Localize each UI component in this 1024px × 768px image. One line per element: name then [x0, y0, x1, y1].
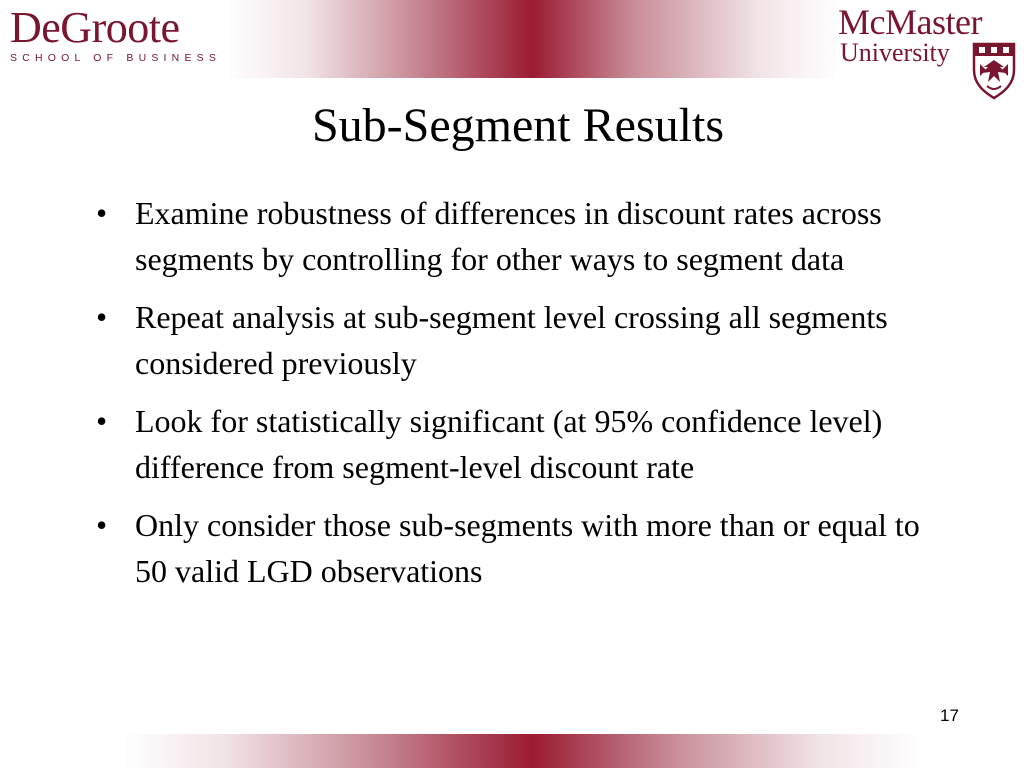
slide-title: Sub-Segment Results — [311, 99, 724, 152]
degroote-logo-tagline: SCHOOL OF BUSINESS — [10, 52, 222, 64]
bullet-dot: • — [96, 403, 108, 439]
bullet-dot: • — [96, 299, 108, 335]
mcmaster-logo-line1: McMaster — [838, 2, 982, 42]
mcmaster-logo — [838, 2, 1018, 98]
degroote-logo — [10, 3, 222, 64]
bullet-text: Examine robustness of differences in discount rates across segments by controlling for other ways to segment data — [135, 195, 882, 277]
bullet-item — [96, 398, 936, 490]
bullet-item — [96, 294, 936, 386]
page-number: 17 — [940, 706, 959, 725]
bullet-text: Look for statistically significant (at 95% confidence level) difference from segment-level discount rate — [135, 403, 883, 485]
bullet-dot: • — [96, 507, 108, 543]
bullet-dot: • — [96, 195, 108, 231]
bullet-text: Repeat analysis at sub-segment level crossing all segments considered previously — [135, 299, 888, 381]
mcmaster-logo-line2: University — [840, 38, 950, 67]
bullet-text: Only consider those sub-segments with more than or equal to 50 valid LGD observations — [135, 507, 920, 589]
bullet-item — [96, 502, 936, 594]
footer-band — [0, 734, 1024, 768]
crest-icon — [970, 40, 1018, 100]
bullet-item — [96, 190, 936, 282]
degroote-logo-name: DeGroote — [10, 3, 180, 52]
bullet-list — [96, 190, 936, 606]
